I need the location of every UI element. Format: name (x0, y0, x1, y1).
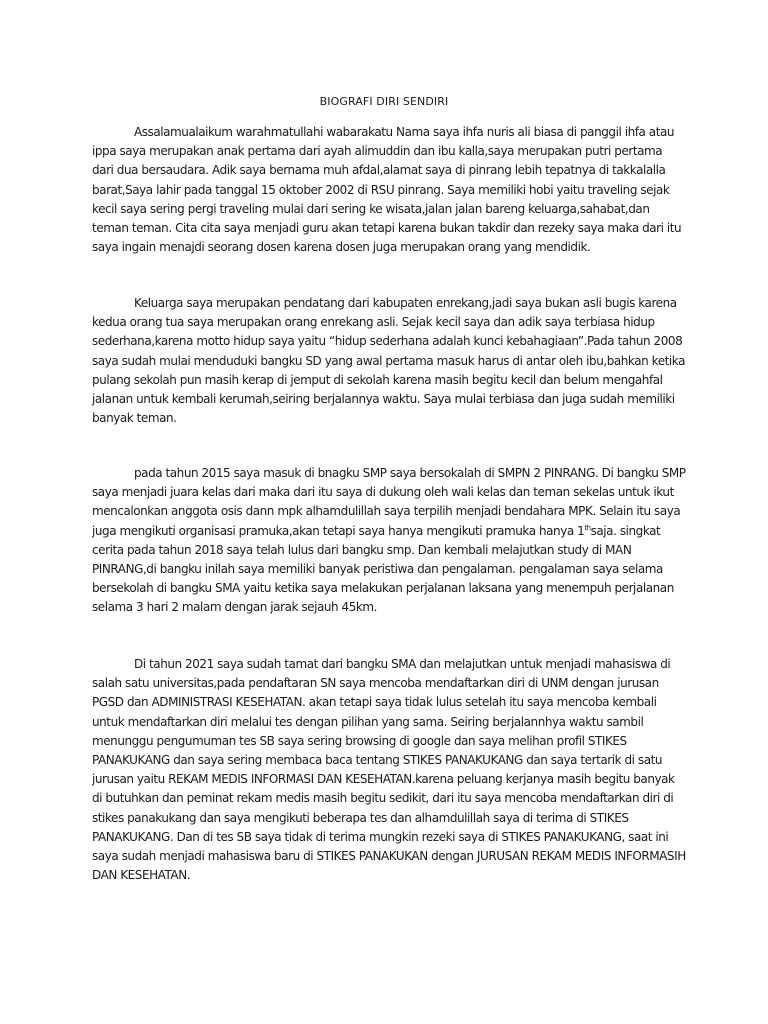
paragraph-school (92, 464, 686, 618)
paragraph-introduction: Assalamualaikum warahmatullahi wabarakatu Nama saya ihfa nuris ali biasa di panggil ihfa atau ippa saya merupakan anak pertama dari ayah alimuddin dan ibu kalla,saya merupakan putri pertama dari dua bersaudara. Adik saya bernama muh afdal,alamat saya di pinrang lebih tepatnya di takkalalla barat,Saya lahir pada tanggal 15 oktober 2002 di RSU pinrang. Saya memiliki hobi yaitu traveling sejak kecil saya sering pergi traveling mulai dari sering ke wisata,jalan jalan bareng keluarga,sahabat,dan teman teman. Cita cita saya menjadi guru akan tetapi karena bukan takdir dan rezeky saya maka dari itu saya ingain menajdi seorang dosen karena dosen juga merupakan orang yang mendidik. (92, 125, 682, 255)
paragraph-school-sup-tail: saja. (590, 523, 617, 538)
paragraph-university: Di tahun 2021 saya sudah tamat dari bangku SMA dan melajutkan untuk menjadi mahasiswa di salah satu universitas,pada pendaftaran SN saya mencoba mendaftarkan diri di UNM dengan jurusan PGSD dan ADMINISTRASI KESEHATAN. akan tetapi saya tidak lulus setelah itu saya mencoba kembali untuk mendaftarkan diri melalui tes dengan pilihan yang sama. Seiring berjalannhya waktu sambil menunggu pengumuman tes SB saya sering browsing di google dan saya melihan profil STIKES PANAKUKANG dan saya sering membaca baca tentang STIKES PANAKUKANG dan saya tertarik di satu jurusan yaitu REKAM MEDIS INFORMASI DAN KESEHATAN.karena peluang kerjanya masih begitu banyak di butuhkan dan peminat rekam medis masih begitu sedikit, dari itu saya mencoba mendaftarkan diri di stikes panakukang dan saya mengikuti beberapa tes dan alhamdulillah saya di terima di STIKES PANAKUKANG. Dan di tes SB saya tidak di terima mungkin rezeki saya di STIKES PANAKUKANG, saat ini saya sudah menjadi mahasiswa baru di STIKES PANAKUKAN dengan JURUSAN REKAM MEDIS INFORMASIH DAN KESEHATAN. (92, 657, 686, 883)
ordinal-superscript: th (584, 523, 591, 532)
paragraph-school-lead: pada tahun 2015 saya masuk di bnagku SMP saya bersokalah di SMPN 2 PINRANG. Di bangku SMP saya menjadi juara kelas dari maka dari itu saya di dukung oleh wali kelas dan teman sekelas untuk ikut mencalonkan anggota osis dann mpk alhamdulillah saya terpilih menjadi bendahara MPK. Selain itu saya juga mengikuti organisasi pramuka,akan tetapi saya hanya mengikuti pramuka hanya 1 (92, 466, 686, 538)
paragraph-family: Keluarga saya merupakan pendatang dari kabupaten enrekang,jadi saya bukan asli bugis karena kedua orang tua saya merupakan orang enrekang asli. Sejak kecil saya dan adik saya terbiasa hidup sederhana,karena motto hidup saya yaitu “hidup sederhana adalah kunci kebahagiaan”.Pada tahun 2008 saya sudah mulai menduduki bangku SD yang awal pertama masuk harus di antar oleh ibu,bahkan ketika pulang sekolah pun masih kerap di jemput di sekolah karena masih begitu kecil dan belum mengahfal jalanan untuk kembali kerumah,seiring berjalannya waktu. Saya mulai terbiasa dan juga sudah memiliki banyak teman. (92, 296, 685, 426)
paragraph-school-rest: singkat cerita pada tahun 2018 saya telah lulus dari bangku smp. Dan kembali melajutkan study di MAN PINRANG,di bangku inilah saya memiliki banyak peristiwa dan pengalaman. pengalaman saya selama bersekolah di bangku SMA yaitu ketika saya melakukan perjalanan laksana yang menempuh perjalanan selama 3 hari 2 malam dengan jarak sejauh 45km. (92, 523, 674, 615)
document-title: BIOGRAFI DIRI SENDIRI (319, 95, 449, 108)
